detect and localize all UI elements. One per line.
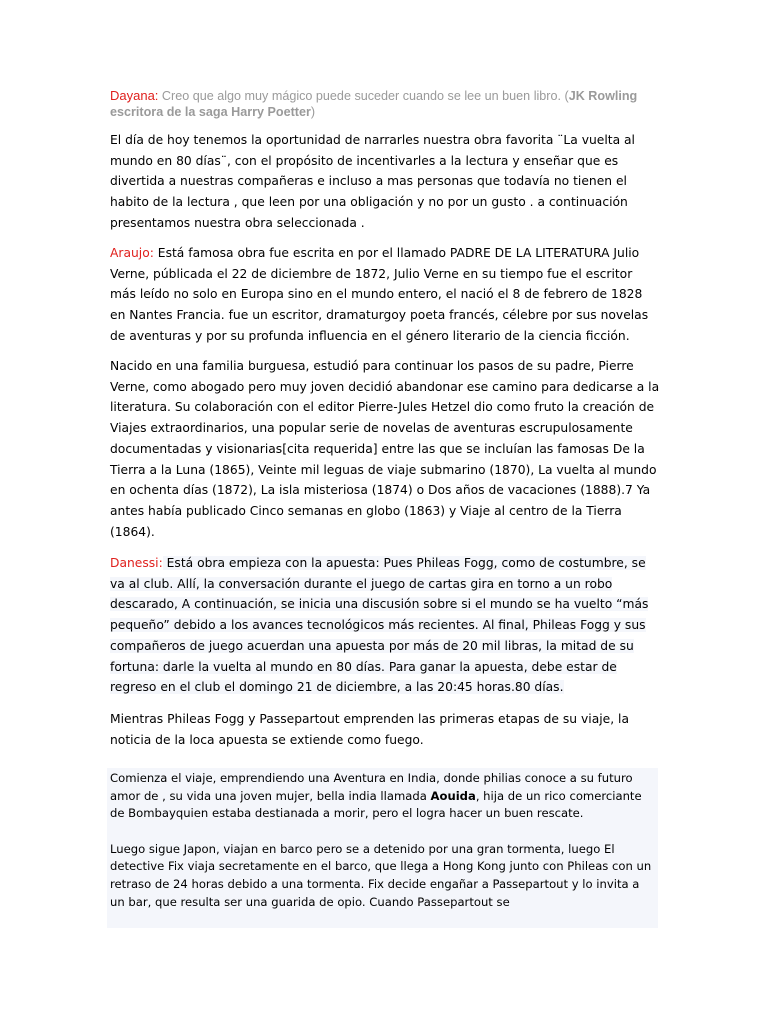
araujo-text: Está famosa obra fue escrita en por el llamado PADRE DE LA LITERATURA Julio Verne, públicada el 22 de diciembre de 1872, Julio Verne en su tiempo fue el escritor más leído no solo en Europa sino en el mundo entero, el nació el 8 de febrero de 1828 en Nantes Francia. fue un escritor, dramaturgoy poeta francés, célebre por sus novelas de aventuras y por su profunda influencia en el género literario de la ciencia ficción.: [110, 246, 649, 343]
intro-paragraph: El día de hoy tenemos la oportunidad de narrarles nuestra obra favorita ¨La vuelta al mundo en 80 días¨, con el propósito de incentivarles a la lectura y enseñar que es divertida a nuestras compañeras e incluso a mas personas que todavía no tienen el habito de la lectura , que leen por una obligación y no por un gusto . a continuación presentamos nuestra obra seleccionada .: [110, 133, 635, 230]
speaker-danessi: Danessi:: [110, 556, 163, 570]
opening-quote: [110, 88, 670, 120]
japan-paragraph: Luego sigue Japon, viajan en barco pero se a detenido por una gran tormenta, luego El detective Fix viaja secretamente en el barco, que llega a Hong Kong junto con Phileas con un retraso de 24 horas debido a una tormenta. Fix decide engañar a Passepartout y lo invita a un bar, que resulta ser una guarida de opio. Cuando Passepartout se: [110, 841, 652, 909]
speaker-araujo: Araujo:: [110, 246, 154, 260]
aouida-name: Aouida: [430, 788, 476, 803]
highlighted-block: [107, 768, 658, 928]
danessi-paragraph: [110, 553, 660, 698]
quote-close: ): [310, 105, 316, 119]
araujo-paragraph: [110, 243, 660, 347]
quote-text: Creo que algo muy mágico puede suceder cuando se lee un buen libro. (: [158, 89, 569, 103]
spread-paragraph: Mientras Phileas Fogg y Passepartout emprenden las primeras etapas de su viaje, la noticia de la loca apuesta se extiende como fuego.: [110, 712, 629, 747]
biography-paragraph: Nacido en una familia burguesa, estudió para continuar los pasos de su padre, Pierre Verne, como abogado pero muy joven decidió abandonar ese camino para dedicarse a la literatura. Su colaboración con el editor Pierre-Jules Hetzel dio como fruto la creación de Viajes extraordinarios, una popular serie de novelas de aventuras escrupulosamente documentadas y visionarias[cita requerida] entre las que se incluían las famosas De la Tierra a la Luna (1865), Veinte mil leguas de viaje submarino (1870), La vuelta al mundo en ochenta días (1872), La isla misteriosa (1874) o Dos años de vacaciones (1888).7 Ya antes había publicado Cinco semanas en globo (1863) y Viaje al centro de la Tierra (1864).: [110, 359, 660, 539]
danessi-text: Está obra empieza con la apuesta: Pues Phileas Fogg, como de costumbre, se va al club. Allí, la conversación durante el juego de cartas gira en torno a un robo descarado, A continuación, se inicia una discusión sobre si el mundo se ha vuelto “más pequeño” debido a los avances tecnológicos más recientes. Al final, Phileas Fogg y sus compañeros de juego acuerdan una apuesta por más de 20 mil libras, la mitad de su fortuna: darle la vuelta al mundo en 80 días. Para ganar la apuesta, debe estar de regreso en el club el domingo 21 de diciembre, a las 20:45 horas.80 días.: [110, 556, 649, 695]
india-paragraph: [110, 770, 655, 823]
quote-author-description: escritora de la saga Harry Poetter: [110, 105, 311, 119]
quote-author: JK Rowling: [568, 89, 638, 103]
india-text-start: Comienza el viaje, emprendiendo una Aventura en India, donde philias conoce a su futuro amor de , su vida una joven mujer, bella india llamada: [110, 771, 633, 803]
speaker-dayana: Dayana:: [110, 88, 159, 103]
india-text-end: , hija de un rico comerciante de Bombayquien estaba destianada a morir, pero el logra hacer un buen rescate.: [110, 788, 642, 821]
